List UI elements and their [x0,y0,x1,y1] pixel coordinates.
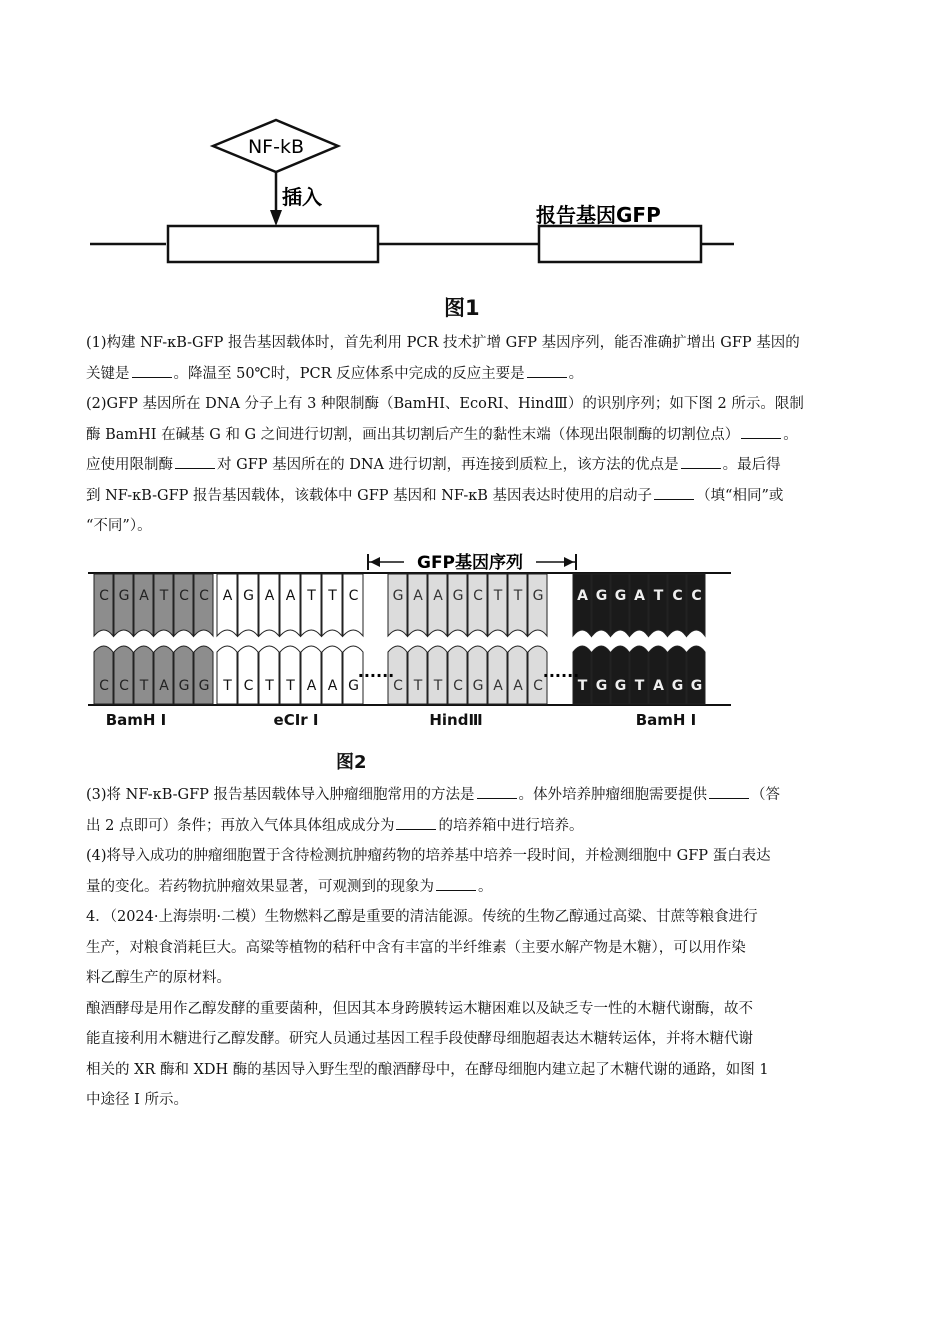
item4-line-2: 生产，对粮食消耗巨大。高粱等植物的秸秆中含有丰富的半纤维素（主要水解产物是木糖），可以用作染 [86,939,746,956]
figure-2-caption: 图2 [336,752,367,773]
header-arrow-right [564,557,574,567]
top-base-letter: G [118,588,130,604]
bottom-strand-base [134,646,153,704]
q2-text: （填“相同”或 [696,487,784,504]
top-base-letter: C [179,588,189,604]
bottom-base-letter: A [159,678,169,694]
bottom-strand-base [238,646,258,704]
q2-line-4 [86,481,866,512]
top-base-letter: C [199,588,209,604]
bottom-base-letter: A [306,678,317,694]
q2-text: 应使用限制酶 [86,457,173,473]
q3-line-1 [86,780,866,811]
bottom-strand-base [408,646,427,704]
bottom-base-letter: T [265,678,274,694]
q1-line-1: (1)构建 NF-κB-GFP 报告基因载体时，首先利用 PCR 技术扩增 GFP 基因序列，能否准确扩增出 GFP 基因的 [86,335,800,351]
top-strand-base [174,574,193,636]
bottom-strand-base [154,646,173,704]
bottom-strand-base [649,646,667,704]
top-strand-base [649,574,667,636]
q1-text: 。 [568,365,584,382]
figure-1 [80,118,760,328]
q2-line-2 [86,420,866,451]
top-base-letter: A [413,588,423,604]
bottom-base-letter: T [413,678,423,694]
bottom-strand-base [322,646,342,704]
top-base-letter: A [577,588,588,604]
bottom-base-letter: G [614,678,627,694]
top-base-letter: T [307,588,316,604]
item4-line-7: 中途径 I 所示。 [86,1092,188,1108]
figure-2 [86,540,736,740]
question-4 [86,841,866,902]
bottom-base-letter: T [433,678,443,694]
top-base-letter: G [392,588,404,604]
q3-text: 出 2 点即可）条件；再放入气体具体组成成分为 [86,817,395,834]
bottom-base-letter: T [139,678,149,694]
top-strand-base [217,574,237,636]
top-base-letter: C [672,588,683,604]
top-base-letter: A [433,588,443,604]
gfp-gene-label: 报告基因GFP [536,203,661,227]
top-base-letter: A [222,588,233,604]
bottom-strand-base [668,646,686,704]
question-2 [86,389,866,542]
bottom-strand-base [508,646,527,704]
answer-blank[interactable] [709,784,749,799]
q4-text: 量的变化。若药物抗肿瘤效果显著，可观测到的现象为 [86,878,434,895]
answer-blank[interactable] [681,454,721,469]
q2-text: 。最后得 [722,457,781,473]
top-strand-base [194,574,213,636]
bottom-base-letter: T [223,678,232,694]
q3-text: 的培养箱中进行培养。 [438,817,584,834]
top-strand-base [408,574,427,636]
bottom-base-letter: C [99,678,109,694]
bottom-base-letter: G [198,678,210,694]
top-strand-base [592,574,610,636]
top-base-letter: T [328,588,337,604]
top-base-letter: A [285,588,296,604]
top-base-letter: T [493,588,503,604]
top-base-letter: G [532,588,544,604]
bottom-strand-base [488,646,507,704]
top-base-letter: G [595,588,608,604]
q2-text: 酶 BamHI 在碱基 G 和 G 之间进行切割，画出其切割后产生的黏性末端（体现出限制酶的切割位点） [86,426,740,443]
question-1 [86,328,866,389]
top-base-letter: T [159,588,169,604]
bottom-strand-base [94,646,113,704]
top-strand-base [259,574,279,636]
bottom-base-letter: C [533,678,543,694]
insert-arrow-head [270,210,282,226]
top-strand-base [301,574,321,636]
top-strand-base [488,574,507,636]
item4-line-3: 料乙醇生产的原材料。 [86,970,231,986]
dots-right: ...... [542,662,580,681]
bottom-strand-base [259,646,279,704]
bottom-base-letter: T [286,678,295,694]
bottom-strand-base [592,646,610,704]
top-base-letter: C [691,588,702,604]
q2-line-3 [86,450,866,481]
bottom-strand-base [630,646,648,704]
q1-line-2 [86,359,866,390]
bottom-strand-base [280,646,300,704]
top-strand-base [611,574,629,636]
bottom-base-letter: G [472,678,484,694]
answer-blank[interactable] [436,876,476,891]
top-strand-base [238,574,258,636]
figure-1-caption: 图1 [444,296,480,320]
bottom-strand-base [217,646,237,704]
top-strand-base [468,574,487,636]
bottom-strand-base [194,646,213,704]
top-strand-base [448,574,467,636]
bottom-base-letter: A [653,678,664,694]
top-base-letter: G [614,588,627,604]
bottom-base-letter: G [595,678,608,694]
bottom-strand-base [611,646,629,704]
bottom-base-letter: C [453,678,463,694]
top-strand-base [630,574,648,636]
header-arrow-left [370,557,380,567]
bottom-base-letter: C [119,678,129,694]
q1-text: 关键是 [86,365,130,382]
top-base-letter: T [513,588,523,604]
q2-text: 。 [783,426,798,443]
top-strand-base [322,574,342,636]
gfp-gene-box [539,226,701,262]
top-base-letter: A [634,588,645,604]
q2-line-1: (2)GFP 基因所在 DNA 分子上有 3 种限制酶（BamHI、EcoRI、HindⅢ）的识别序列；如下图 2 所示。限制 [86,396,804,412]
answer-blank[interactable] [477,784,517,799]
figure-1-diagram [80,118,760,328]
top-strand-base [134,574,153,636]
top-strand-base [114,574,133,636]
answer-blank[interactable] [527,363,567,378]
q2-text: 对 GFP 基因所在的 DNA 进行切割，再连接到质粒上，该方法的优点是 [217,457,679,473]
gfp-sequence-header: GFP基因序列 [416,553,524,573]
bottom-base-letter: C [243,678,254,694]
top-strand-base [343,574,363,636]
top-strand-base [428,574,447,636]
bottom-base-letter: T [577,678,588,694]
top-base-letter: T [653,588,664,604]
bottom-strand-base [174,646,193,704]
top-base-letter: A [139,588,149,604]
q1-text: 。降温至 50℃时，PCR 反应体系中完成的反应主要是 [173,365,525,382]
enzyme-label: BamH Ⅰ [635,711,697,729]
bottom-strand-base [428,646,447,704]
bottom-strand-base [468,646,487,704]
insert-label: 插入 [282,185,322,209]
q4-text: 。 [478,878,493,895]
q4-line-2 [86,872,866,903]
bottom-base-letter: G [690,678,703,694]
q3-text: (3)将 NF-κB-GFP 报告基因载体导入肿瘤细胞常用的方法是 [86,787,475,803]
bottom-base-letter: G [348,678,359,694]
question-3 [86,780,866,841]
top-strand-base [528,574,547,636]
bottom-base-letter: A [513,678,523,694]
item4-line-5: 能直接利用木糖进行乙醇发酵。研究人员通过基因工程手段使酵母细胞超表达木糖转运体，并将木糖代谢 [86,1031,753,1047]
top-strand-base [668,574,686,636]
top-strand-base [687,574,705,636]
answer-blank[interactable] [396,815,436,830]
q2-text: 到 NF-κB-GFP 报告基因载体，该载体中 GFP 基因和 NF-κB 基因表达时使用的启动子 [86,487,653,504]
q2-line-5: “不同”）。 [86,518,152,534]
top-base-letter: C [348,588,359,604]
top-base-letter: G [452,588,464,604]
nfkb-label: NF-kB [247,136,305,158]
enzyme-label: BamH Ⅰ [105,711,167,729]
top-strand-base [280,574,300,636]
q3-line-2 [86,811,866,842]
top-strand-base [94,574,113,636]
top-base-letter: C [99,588,109,604]
bottom-base-letter: G [178,678,190,694]
bottom-base-letter: G [671,678,684,694]
q3-text: （答 [751,787,781,803]
answer-blank[interactable] [741,424,781,439]
figure-2-diagram [86,540,736,740]
insertion-site-box [168,226,378,262]
enzyme-label: HindⅢ [429,711,483,729]
item-4 [86,902,866,1116]
top-base-letter: A [264,588,275,604]
top-strand-base [154,574,173,636]
item4-line-6: 相关的 XR 酶和 XDH 酶的基因导入野生型的酿酒酵母中，在酵母细胞内建立起了木糖代谢的通路，如图 1 [86,1061,769,1078]
bottom-strand-base [114,646,133,704]
dots-left: ...... [357,662,395,681]
item4-line-4: 酿酒酵母是用作乙醇发酵的重要菌种，但因其本身跨膜转运木糖困难以及缺乏专一性的木糖代谢酶，故不 [86,1000,753,1017]
bottom-base-letter: A [493,678,503,694]
bottom-strand-base [687,646,705,704]
top-strand-base [508,574,527,636]
bottom-base-letter: A [327,678,338,694]
top-strand-base [388,574,407,636]
bottom-strand-base [301,646,321,704]
q4-line-1: (4)将导入成功的肿瘤细胞置于含待检测抗肿瘤药物的培养基中培养一段时间，并检测细胞中 GFP 蛋白表达 [86,848,771,864]
bottom-base-letter: T [634,678,645,694]
bottom-base-letter: C [393,678,403,694]
bottom-strand-base [448,646,467,704]
enzyme-label: eCIr Ⅰ [273,711,319,729]
answer-blank[interactable] [654,485,694,500]
answer-blank[interactable] [132,363,172,378]
item4-line-1: 4．（2024·上海崇明·二模）生物燃料乙醇是重要的清洁能源。传统的生物乙醇通过高粱、甘蔗等粮食进行 [86,909,758,925]
top-base-letter: C [473,588,483,604]
q3-text: 。体外培养肿瘤细胞需要提供 [518,787,708,803]
top-strand-base [573,574,591,636]
top-base-letter: G [243,588,254,604]
answer-blank[interactable] [175,454,215,469]
